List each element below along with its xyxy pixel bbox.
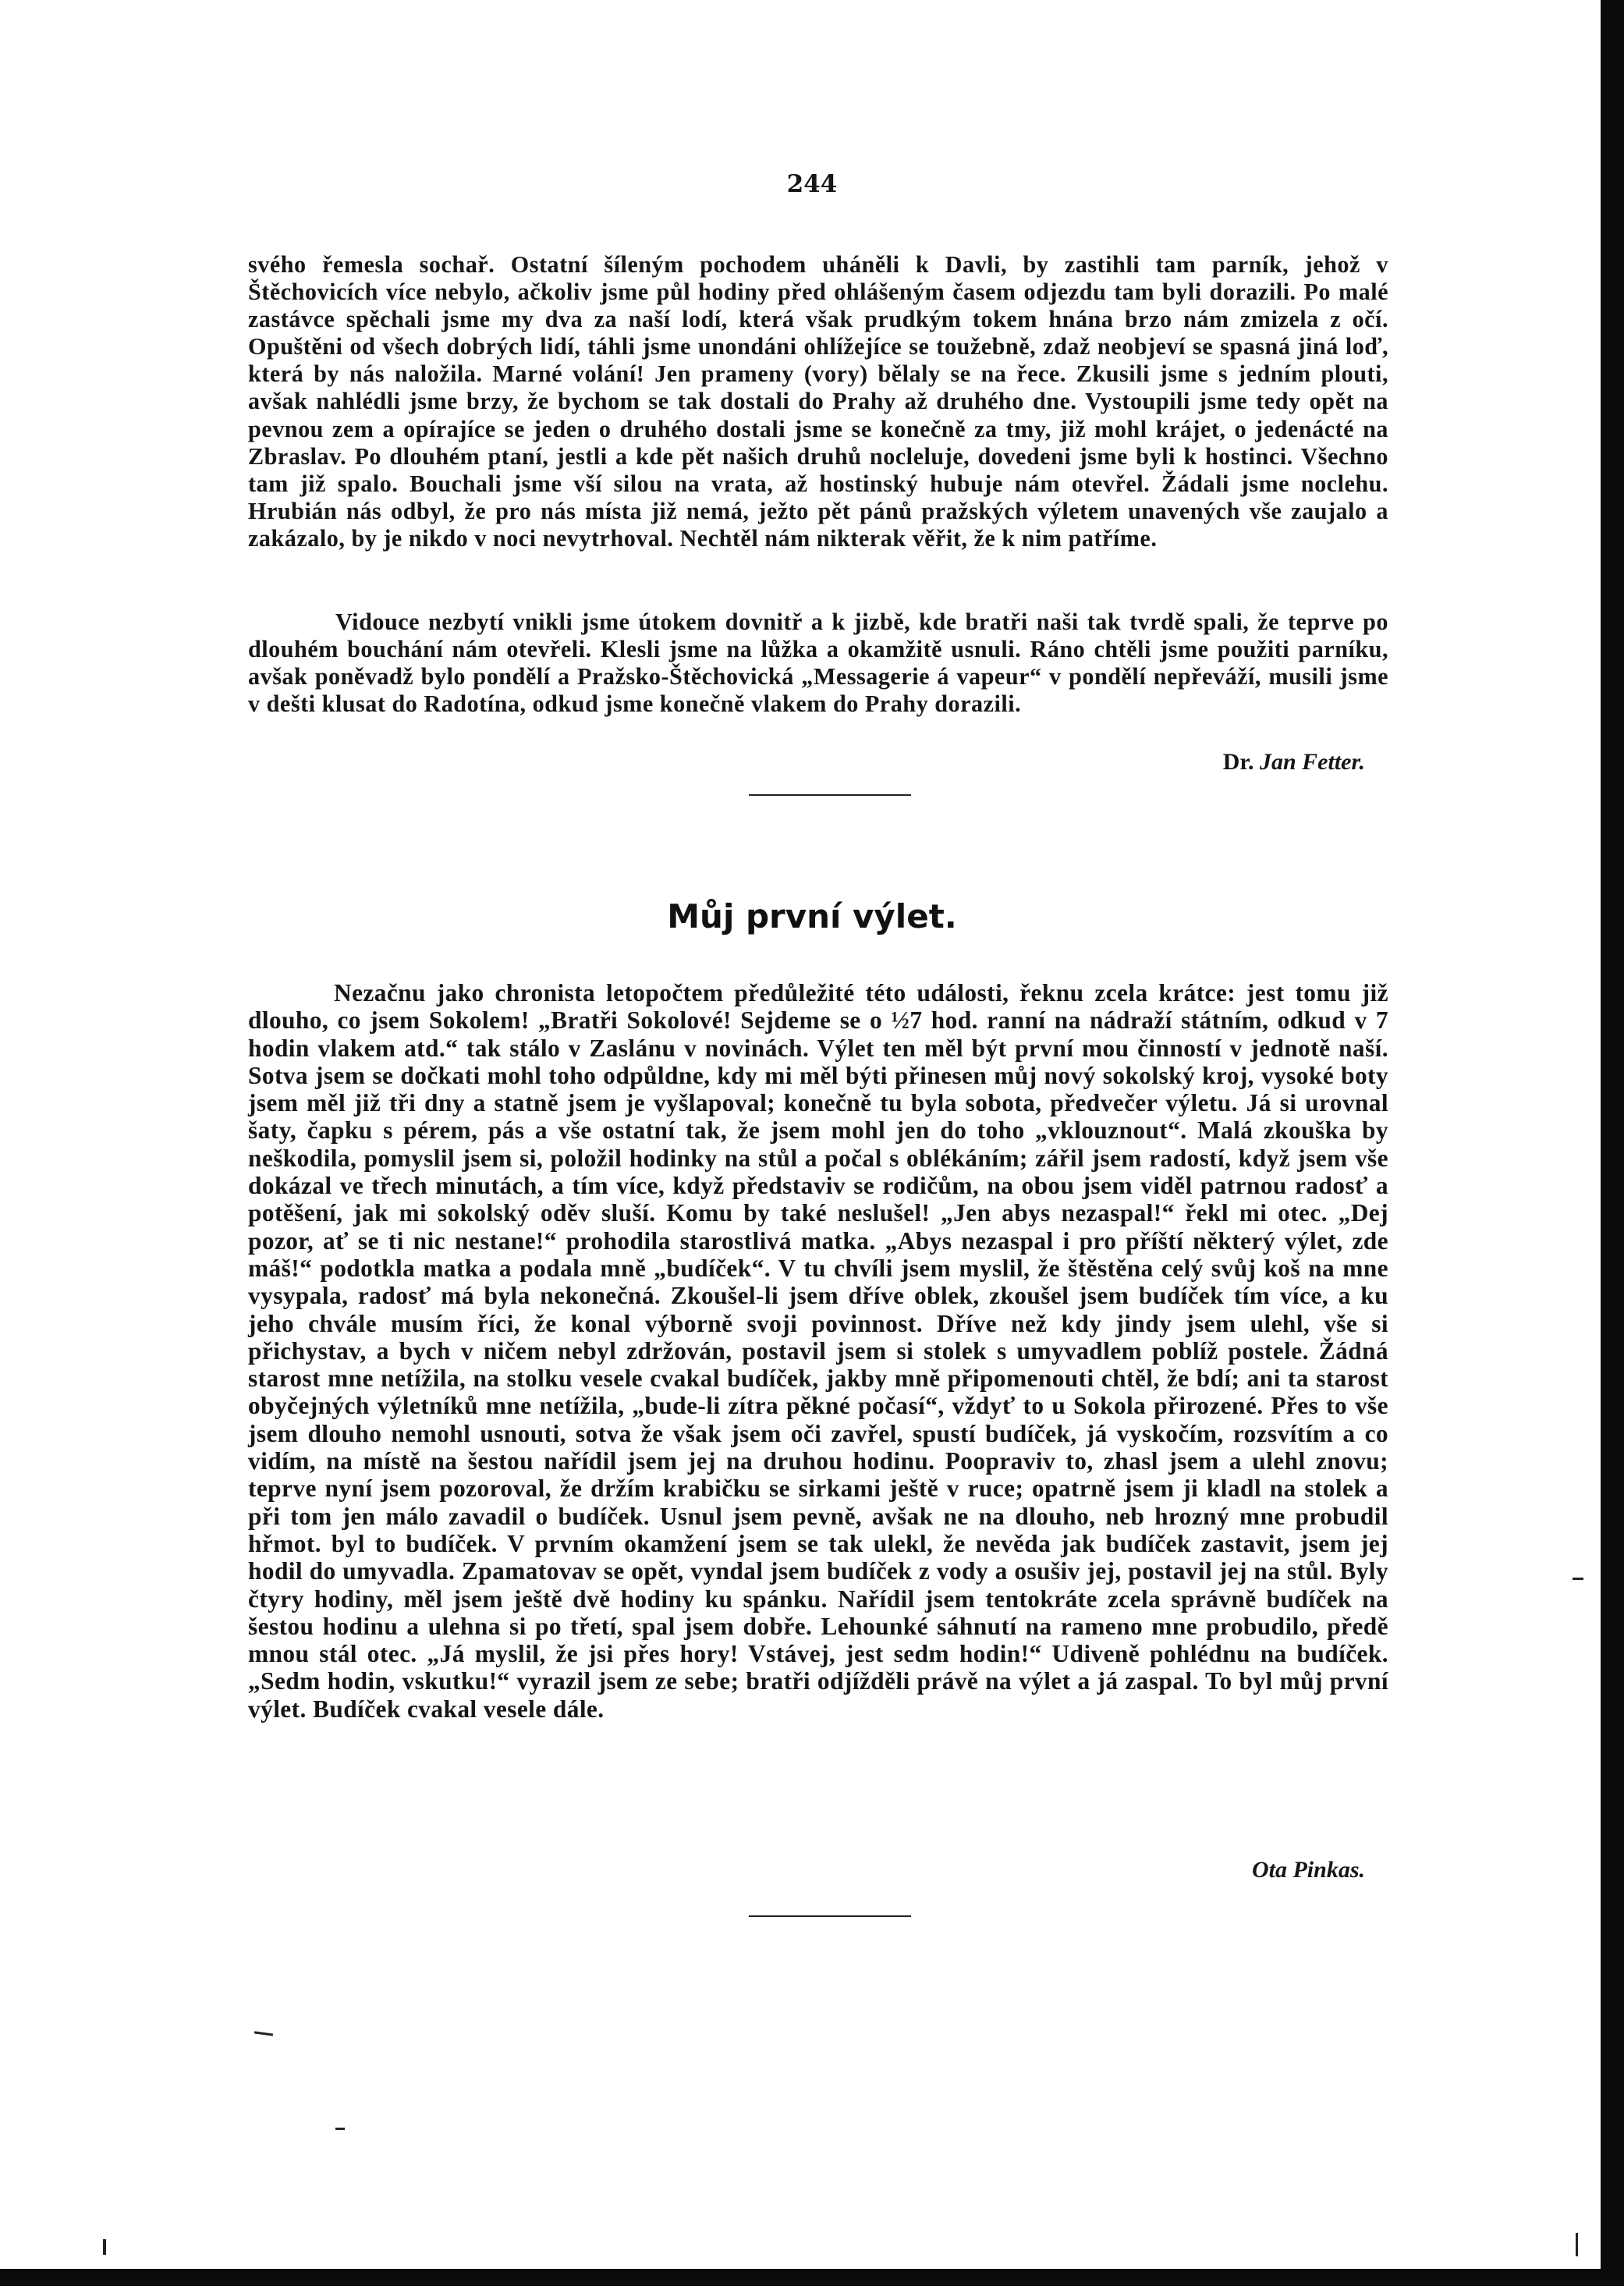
scan-speck — [335, 2128, 345, 2130]
author-title: Dr. — [1222, 749, 1254, 775]
article2-author — [1252, 1857, 1365, 1883]
page-number: 244 — [786, 170, 838, 198]
author-name: Jan Fetter. — [1259, 749, 1365, 775]
scan-speck — [254, 2031, 273, 2036]
article1-author — [1223, 749, 1365, 776]
author-name: Ota Pinkas. — [1251, 1857, 1365, 1883]
scan-speck — [103, 2239, 106, 2255]
section-divider — [749, 794, 911, 796]
scan-speck — [1576, 2233, 1578, 2256]
article1-paragraph-1: svého řemesla sochař. Ostatní šíleným pochodem uháněli k Davli, by zastihli tam parník, jehož v Štěchovicích více nebylo, ačkoliv jsme půl hodiny před ohlášeným časem odjezdu tam byli dorazili. Po malé zastávce spěchali jsme my dva za naší lodí, která však prudkým tokem hnána brzo nám zmizela z očí. Opuštěni od všech dobrých lidí, táhli jsme unondáni ohlížejíce se toužebně, zdaž neobjeví se spasná jiná loď, která by nás naložila. Marné volání! Jen prameny (vory) bělaly se na řece. Zkusili jsme s jedním plouti, avšak nahlédli jsme brzy, že bychom se tak dostali do Prahy až druhého dne. Vystoupili jsme tedy opět na pevnou zem a opírajíce se jeden o druhého dostali jsme se konečně za tmy, již mohl krájet, o jedenácté na Zbraslav. Po dlouhém ptaní, jestli a kde pět našich druhů nocleluje, dovedeni jsme byli k hostinci. Všechno tam již spalo. Bouchali jsme vší silou na vrata, až hostinský hubuje nám otevřel. Žádali jsme noclehu. Hrubián nás odbyl, že pro nás místa již nemá, ježto pět pánů pražských výletem unavených vše zaujalo a zakázalo, by je nikdo v noci nevytrhoval. Nechtěl nám nikterak věřit, že k nim patříme. — [248, 251, 1388, 552]
section-divider — [749, 1915, 911, 1917]
article2-paragraph: Nezačnu jako chronista letopočtem předůležité této události, řeknu zcela krátce: jest tomu již dlouho, co jsem Sokolem! „Bratři Sokolové! Sejdeme se o ½7 hod. ranní na nádraží státním, odkud v 7 hodin vlakem atd.“ tak stálo v Zaslánu v novinách. Výlet ten měl být první mou činností v jednotě naší. Sotva jsem se dočkati mohl toho odpůldne, kdy mi měl býti přinesen můj nový sokolský kroj, vysoké boty jsem měl již tři dny a statně jsem je vyšlapoval; konečně tu byla sobota, předvečer výletu. Já si urovnal šaty, čapku s pérem, pás a vše ostatní tak, že jsem mohl jen do toho „vklouznout“. Malá zkouška by neškodila, pomyslil jsem si, položil hodinky na stůl a počal s oblékáním; zářil jsem radostí, když jsem vše dokázal ve třech minutách, a tím více, když představiv se rodičům, na obou jsem viděl patrnou radosť a potěšení, jak mi sokolský oděv sluší. Komu by také neslušel! „Jen abys nezaspal!“ řekl mi otec. „Dej pozor, ať se ti nic nestane!“ prohodila starostlivá matka. „Abys nezaspal i pro příští některý výlet, zde máš!“ podotkla matka a podala mně „budíček“. V tu chvíli jsem myslil, že štěstěna celý svůj koš na mne vysypala, radosť má byla nekonečná. Zkoušel-li jsem dříve oblek, zkoušel jsem budíček tím více, a ku jeho chvále musím říci, že konal výborně svoji povinnost. Dříve než kdy jindy jsem ulehl, vše si přichystav, a bych v ničem nebyl zdržován, postavil jsem si stolek s umyvadlem poblíž postele. Žádná starost mne netížila, na stolku vesele cvakal budíček, jakby mně připomenouti chtěl, že bdí; ani ta starost obyčejných výletníků mne netížila, „bude-li zítra pěkné počasí“, vždyť to u Sokola přirozené. Přes to vše jsem dlouho nemohl usnouti, sotva že však jsem oči zavřel, spustí budíček, já vyskočím, rozsvítím a co vidím, na místě na šestou nařídil jsem jej na druhou hodinu. Poopraviv to, zhasl jsem a ulehl znovu; teprve nyní jsem pozoroval, že držím krabičku se sirkami ještě v ruce; opatrně jsem ji kladl na stolek a při tom jen málo zavadil o budíček. Usnul jsem pevně, avšak ne na dlouho, neb hrozný mne probudil hřmot. byl to budíček. V prvním okamžení jsem se tak ulekl, že nevěda jak budíček zastavit, jsem jej hodil do umyvadla. Zpamatovav se opět, vyndal jsem budíček z vody a osušiv jej, postavil jej na stůl. Byly čtyry hodiny, měl jsem ještě dvě hodiny ku spánku. Nařídil jsem tentokráte zcela správně budíček na šestou hodinu a ulehna si po třetí, spal jsem dobře. Lehounké sáhnutí na rameno mne probudilo, předě mnou stál otec. „Já myslil, že jsi přes hory! Vstávej, jest sedm hodin!“ Udiveně pohlédnu na budíček. „Sedm hodin, vskutku!“ vyrazil jsem ze sebe; bratři odjížděli právě na výlet a já zaspal. To byl můj první výlet. Budíček cvakal vesele dále. — [248, 979, 1388, 1723]
scan-border — [1601, 0, 1624, 2286]
article2-title: Můj první výlet. — [667, 897, 957, 935]
scan-speck — [1573, 1578, 1583, 1580]
article1-paragraph-2: Vidouce nezbytí vnikli jsme útokem dovnitř a k jizbě, kde bratři naši tak tvrdě spali, že teprve po dlouhém bouchání nám otevřeli. Klesli jsme na lůžka a okamžitě usnuli. Ráno chtěli jsme použiti parníku, avšak poněvadž bylo pondělí a Pražsko-Štěchovická „Messagerie á vapeur“ v pondělí nepřeváží, musili jsme v dešti klusat do Radotína, odkud jsme konečně vlakem do Prahy dorazili. — [248, 609, 1388, 718]
